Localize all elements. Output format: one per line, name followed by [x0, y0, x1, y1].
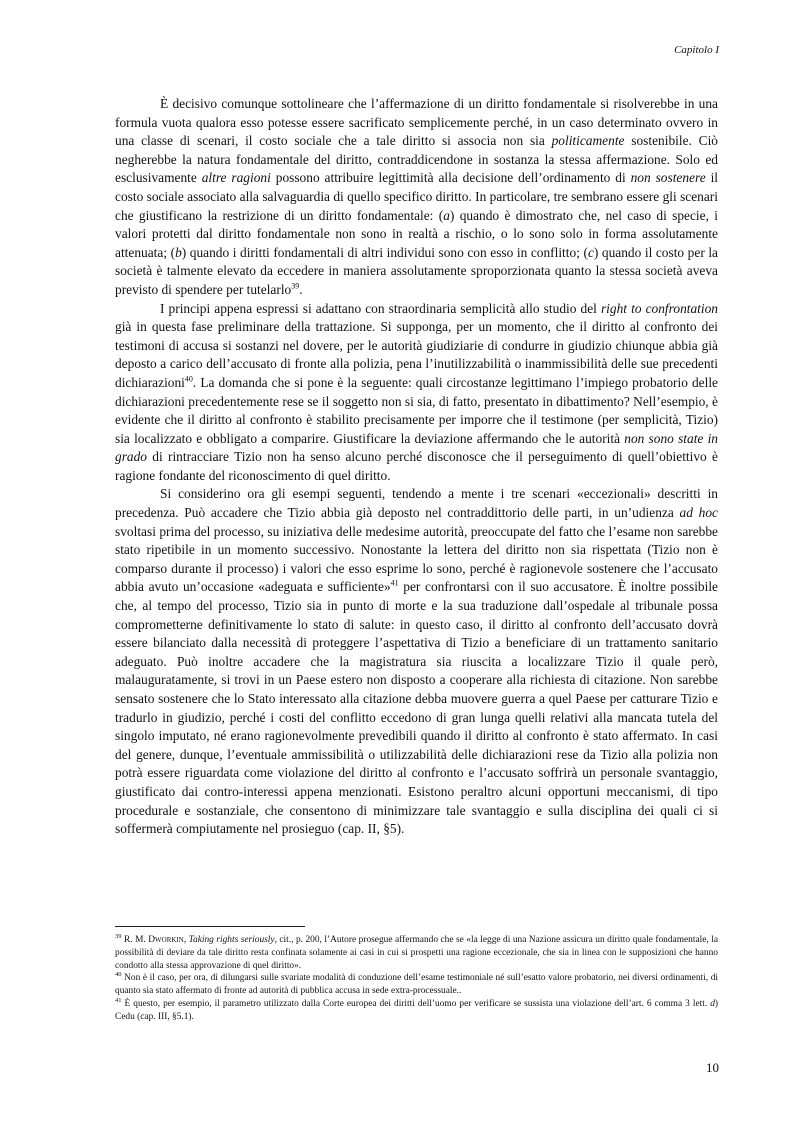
text-run: È questo, per esempio, il parametro utilizzato dalla Corte europea dei diritti dell’uomo per verificare se sussista una violazione dell’art. 6 comma 3 lett.	[121, 998, 711, 1009]
text-run: il costo sociale associato alla salvaguardia di quello specifico diritto. In particolare, tre sembrano essere gli scenari che giustificano la restrizione di un diritto fondamentale: (	[115, 170, 719, 223]
page-number: 10	[706, 1060, 719, 1075]
footnote-divider	[115, 926, 305, 927]
footnote-ref-40[interactable]: 40	[184, 374, 193, 384]
running-header: Capitolo I	[674, 44, 719, 56]
italic-run: right to confrontation	[600, 300, 719, 316]
text-run: ) quando i diritti fondamentali di altri individui sono con esso in conflitto; (	[181, 244, 588, 260]
italic-run: c	[587, 244, 594, 260]
text-run: ) quando il costo per la società è talmente elevato da eccedere in maniera assolutamente sproporzionata quanto la stessa società aveva previsto di spendere per tutelarlo	[115, 244, 718, 297]
footnote-number: 39	[115, 932, 122, 940]
footnote-number: 40	[115, 971, 122, 979]
italic-run: altre ragioni	[201, 170, 271, 186]
text-run: già in questa fase preliminare della trattazione. Si supponga, per un momento, che il diritto al confronto dei testimoni di accusa si sostanzi nel dovere, per le autorità giudiziarie di condurre in giudizio chiunque abbia già deposto a carico dell’accusato di fronte alla polizia, pena l’inutilizzabilità o inammissibilità delle sue precedenti dichiarazioni	[115, 319, 718, 390]
text-run: di rintracciare Tizio non ha senso alcuno perché disconosce che il perseguimento di quell’obiettivo è ragione fondante del riconoscimento di quel diritto.	[115, 449, 718, 483]
text-run: Non è il caso, per ora, di dilungarsi sulle svariate modalità di conduzione dell’esame testimoniale né sull’esatto valore probatorio, nei diversi ordinamenti, di quanto sia stato affermato di fronte ad autorità di pubblica accusa in sede extra-processuale..	[115, 973, 718, 997]
italic-run: d	[710, 998, 715, 1009]
author-name: Dworkin	[148, 935, 184, 945]
italic-run: b	[175, 244, 182, 260]
text-run: svoltasi prima del processo, su iniziativa delle medesime autorità, preoccupate del fatto che l’esame non sarebbe stato ripetibile in un momento successivo. Nonostante la lettera del diritto non sia rispettata (Tizio non è comparso durante il processo) i valori che esso esprime lo sono, perché è ragionevole sostenere che l’accusato abbia avuto un’occasione «adeguata e sufficiente»	[115, 523, 718, 595]
italic-run: politicamente	[551, 133, 625, 149]
text-run: per confrontarsi con il suo accusatore. È inoltre possibile che, al tempo del processo, Tizio sia in punto di morte e la sua traduzione dall’ospedale al tribunale possa comprometterne definitivamente lo stato di salute: in questo caso, il diritto al confronto dell’accusato dovrà essere bilanciato dalla necessità di proteggere l’aspettativa di Tizio a beneficiare di un trattamento sanitario adeguato. Può inoltre accadere che la magistratura sia riuscita a localizzare Tizio il quale però, malauguratamente, si trovi in un Paese estero non disposto a cooperare alla richiesta di citazione. Non sarebbe sensato sostenere che lo Stato interessato alla citazione debba muovere guerra a quel Paese per catturare Tizio e tradurlo in giudizio, perché i costi del conflitto eccedono di gran lunga quelli relativi alla mancata tutela del singolo imputato, né erano ragionevolmente prevedibili quando il diritto al confronto è stato affermato. In casi del genere, dunque, l’eventuale ammissibilità o utilizzabilità delle dichiarazioni rese da Tizio alla polizia non potrà essere riguardata come violazione del diritto al confronto e l’accusato soffrirà un personale svantaggio, giustificato dai contro-interessi appena menzionati. Esistono peraltro alcuni opportuni meccanismi, di tipo procedurale e sostanziale, che consentono di minimizzare tale svantaggio e sulla disciplina dei quali ci si soffermerà compiutamente nel prosieguo (cap. II, §5).	[115, 579, 718, 837]
italic-run: Taking rights seriously	[188, 935, 275, 945]
footnote-ref-39[interactable]: 39	[291, 281, 300, 291]
italic-run: a	[443, 207, 450, 223]
text-run: ) Cedu (cap. III, §5.1).	[115, 998, 718, 1022]
footnote-41	[115, 998, 718, 1024]
italic-run: non sono state in grado	[115, 430, 718, 465]
footnote-39	[115, 934, 718, 972]
text-run: Si considerino ora gli esempi seguenti, tendendo a mente i tre scenari «eccezionali» descritti in precedenza. Può accadere che Tizio abbia già deposto nel contraddittorio delle parti, in un’udienza	[115, 486, 718, 521]
footnote-ref-41[interactable]: 41	[390, 578, 399, 588]
paragraph-2	[115, 300, 718, 486]
paragraph-1	[115, 95, 718, 300]
text-run: ,	[183, 935, 189, 945]
paragraph-3	[115, 485, 718, 838]
text-run: I principi appena espressi si adattano con straordinaria semplicità allo studio del	[160, 300, 601, 316]
italic-run: non sostenere	[630, 170, 706, 186]
text-run: . La domanda che si pone è la seguente: quali circostanze legittimano l’impiego probatorio delle dichiarazioni precedentemente rese se il soggetto non si sia, di fatto, presentato in dibattimento? Nell’esempio, è evidente che il diritto al confronto è stabilito precisamente per imporre che il testimone (per semplicità, Tizio) sia localizzato e obbligato a comparire. Giustificare la deviazione affermando che le autorità	[115, 374, 718, 446]
text-run: R. M.	[121, 935, 149, 945]
text-run: .	[299, 281, 303, 297]
footnote-40	[115, 972, 718, 998]
text-run: sostenibile. Ciò negherebbe la natura fondamentale del diritto, contraddicendone in sostanza la stessa affermazione. Solo ed esclusivamente	[115, 133, 718, 186]
main-text	[115, 95, 718, 839]
footnotes	[115, 934, 718, 1024]
text-run: , cit., p. 200, l’Autore prosegue affermando che se «la legge di una Nazione assicura un diritto quale fondamentale, la possibilità di deviare da tale diritto resta confinata solamente ai casi in cui si prospetti una ragione eccezionale, che sia in linea con le supposizioni che hanno condotto alla stessa approvazione di quel diritto».	[115, 935, 718, 971]
italic-run: ad hoc	[679, 505, 719, 521]
text-run: ) quando è dimostrato che, nel caso di specie, i valori protetti dal diritto fondamentale non sono in realtà a rischio, o lo sono solo in forma assolutamente attenuata; (	[115, 207, 718, 260]
footnote-number: 41	[115, 996, 122, 1004]
text-run: È decisivo comunque sottolineare che l’affermazione di un diritto fondamentale si risolverebbe in una formula vuota qualora esso potesse essere sacrificato semplicemente perché, in un caso determinato ovvero in una classe di scenari, il costo sociale che a tale diritto si associa non sia	[115, 96, 718, 149]
text-run: possono attribuire legittimità alla decisione dell’ordinamento di	[270, 170, 631, 186]
